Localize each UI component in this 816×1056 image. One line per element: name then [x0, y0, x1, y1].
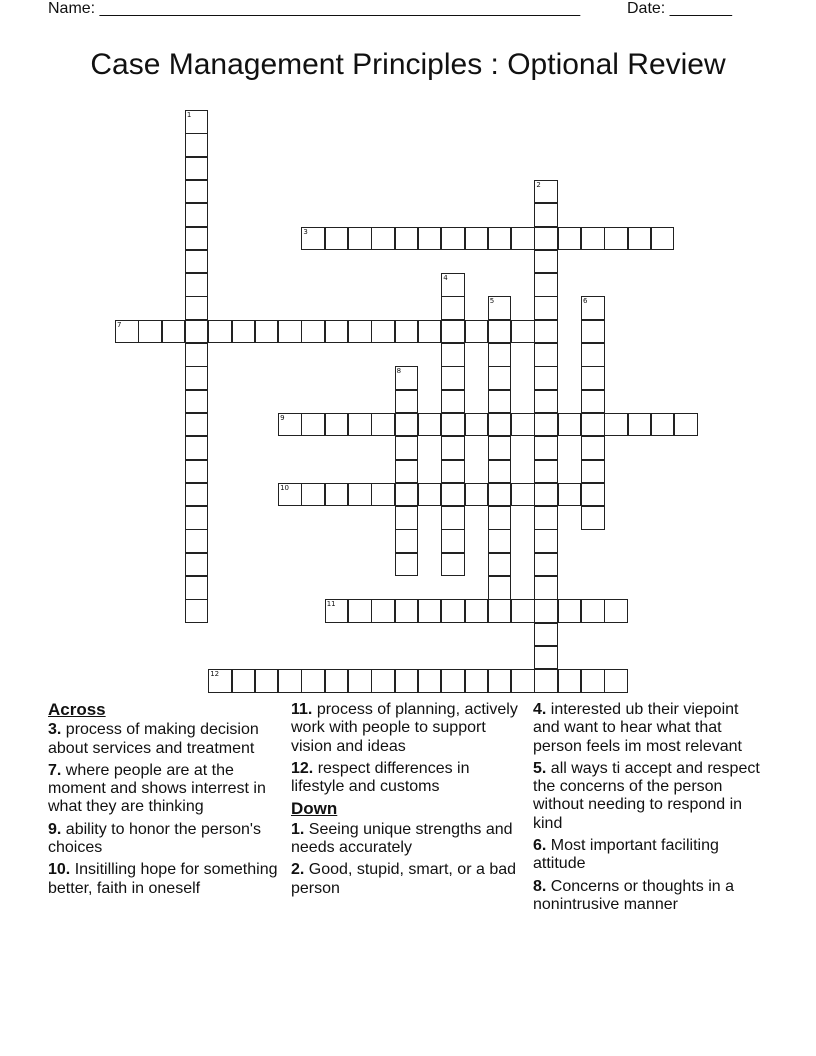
crossword-cell[interactable]	[325, 669, 349, 693]
crossword-cell[interactable]	[418, 227, 442, 251]
crossword-cell[interactable]	[604, 669, 628, 693]
crossword-cell[interactable]	[465, 227, 489, 251]
crossword-cell[interactable]	[488, 506, 512, 530]
crossword-cell[interactable]	[301, 227, 325, 251]
clue-across-11: 11. process of planning, actively work with people to support vision and ideas	[291, 701, 518, 755]
crossword-cell[interactable]	[534, 180, 558, 204]
crossword-cell[interactable]	[534, 390, 558, 414]
crossword-cell[interactable]	[185, 599, 209, 623]
crossword-cell[interactable]	[185, 506, 209, 530]
crossword-cell[interactable]	[651, 227, 675, 251]
crossword-cell[interactable]	[185, 227, 209, 251]
clue-down-2: 2. Good, stupid, smart, or a bad person	[291, 861, 517, 897]
crossword-cell[interactable]	[441, 413, 465, 437]
crossword-cell[interactable]	[395, 506, 419, 530]
crossword-cell[interactable]	[534, 203, 558, 227]
crossword-cell[interactable]	[488, 460, 512, 484]
crossword-cell[interactable]	[534, 553, 558, 577]
crossword-cell[interactable]	[511, 599, 535, 623]
crossword-cell[interactable]	[488, 599, 512, 623]
clue-down-8: 8. Concerns or thoughts in a nonintrusive manner	[533, 877, 735, 913]
crossword-cell[interactable]	[441, 506, 465, 530]
crossword-cell[interactable]	[441, 460, 465, 484]
down-heading: Down	[291, 799, 338, 819]
crossword-cell[interactable]	[255, 320, 279, 344]
crossword-cell[interactable]	[441, 436, 465, 460]
clue-number: 4	[443, 274, 448, 283]
clue-number: 12	[210, 670, 220, 679]
crossword-cell[interactable]	[534, 436, 558, 460]
crossword-cell[interactable]	[441, 366, 465, 390]
crossword-cell[interactable]	[278, 320, 302, 344]
crossword-cell[interactable]	[534, 599, 558, 623]
crossword-cell[interactable]	[255, 669, 279, 693]
crossword-cell[interactable]	[162, 320, 186, 344]
crossword-cell[interactable]	[301, 413, 325, 437]
crossword-cell[interactable]	[185, 133, 209, 157]
clue-column-2	[291, 701, 526, 902]
crossword-cell[interactable]	[558, 669, 582, 693]
crossword-cell[interactable]	[185, 460, 209, 484]
clue-down-4: 4. interested ub their viepoint and want to hear what that person feels im most relevant	[533, 701, 742, 755]
crossword-cell[interactable]	[488, 483, 512, 507]
crossword-cell[interactable]	[325, 227, 349, 251]
crossword-cell[interactable]	[511, 413, 535, 437]
crossword-cell[interactable]	[441, 553, 465, 577]
crossword-cell[interactable]	[581, 320, 605, 344]
clue-column-3	[533, 701, 768, 918]
crossword-cell[interactable]	[534, 529, 558, 553]
crossword-cell[interactable]	[418, 320, 442, 344]
crossword-cell[interactable]	[441, 296, 465, 320]
crossword-cell[interactable]	[395, 320, 419, 344]
crossword-cell[interactable]	[371, 599, 395, 623]
crossword-cell[interactable]	[395, 227, 419, 251]
crossword-cell[interactable]	[604, 413, 628, 437]
crossword-cell[interactable]	[395, 483, 419, 507]
crossword-cell[interactable]	[581, 366, 605, 390]
crossword-cell[interactable]	[534, 506, 558, 530]
crossword-cell[interactable]	[581, 460, 605, 484]
crossword-cell[interactable]	[488, 390, 512, 414]
crossword-cell[interactable]	[185, 273, 209, 297]
crossword-cell[interactable]	[371, 413, 395, 437]
crossword-cell[interactable]	[208, 669, 232, 693]
crossword-cell[interactable]	[628, 227, 652, 251]
clue-number: 6	[583, 297, 588, 306]
clue-number: 2	[536, 180, 541, 189]
crossword-cell[interactable]	[628, 413, 652, 437]
crossword-cell[interactable]	[581, 413, 605, 437]
crossword-cell[interactable]	[185, 553, 209, 577]
page-title: Case Management Principles : Optional Review	[90, 48, 726, 81]
crossword-cell[interactable]	[371, 669, 395, 693]
crossword-cell[interactable]	[534, 413, 558, 437]
crossword-cell[interactable]	[185, 110, 209, 134]
crossword-cell[interactable]	[278, 483, 302, 507]
crossword-cell[interactable]	[348, 483, 372, 507]
clue-down-1: 1. Seeing unique strengths and needs accurately	[291, 820, 513, 857]
crossword-cell[interactable]	[185, 483, 209, 507]
crossword-cell[interactable]	[488, 343, 512, 367]
crossword-cell[interactable]	[348, 599, 372, 623]
crossword-cell[interactable]	[465, 320, 489, 344]
crossword-cell[interactable]	[232, 320, 256, 344]
crossword-cell[interactable]	[185, 343, 209, 367]
crossword-cell[interactable]	[395, 599, 419, 623]
crossword-cell[interactable]	[558, 483, 582, 507]
crossword-cell[interactable]	[395, 529, 419, 553]
crossword-cell[interactable]	[441, 343, 465, 367]
clue-number: 3	[303, 227, 308, 236]
crossword-cell[interactable]	[534, 273, 558, 297]
crossword-cell[interactable]	[581, 669, 605, 693]
crossword-cell[interactable]	[418, 599, 442, 623]
crossword-cell[interactable]	[558, 413, 582, 437]
crossword-cell[interactable]	[488, 669, 512, 693]
crossword-cell[interactable]	[651, 413, 675, 437]
crossword-cell[interactable]	[185, 366, 209, 390]
crossword-cell[interactable]	[534, 483, 558, 507]
crossword-cell[interactable]	[441, 390, 465, 414]
crossword-cell[interactable]	[534, 227, 558, 251]
crossword-cell[interactable]	[558, 227, 582, 251]
crossword-cell[interactable]	[348, 669, 372, 693]
clue-number: 10	[280, 483, 290, 492]
crossword-cell[interactable]	[534, 366, 558, 390]
crossword-cell[interactable]	[604, 227, 628, 251]
crossword-cell[interactable]	[511, 320, 535, 344]
crossword-cell[interactable]	[395, 460, 419, 484]
clue-column-1	[48, 701, 283, 902]
clue-across-7: 7. where people are at the moment and shows interrest in what they are thinking	[48, 761, 266, 816]
clue-number: 9	[280, 413, 285, 422]
crossword-cell[interactable]	[465, 413, 489, 437]
crossword-cell[interactable]	[534, 343, 558, 367]
crossword-cell[interactable]	[534, 669, 558, 693]
crossword-cell[interactable]	[581, 506, 605, 530]
date-label: Date:	[627, 0, 666, 17]
clue-across-9: 9. ability to honor the person's choices	[48, 820, 261, 857]
crossword-cell[interactable]	[534, 460, 558, 484]
crossword-cell[interactable]	[441, 669, 465, 693]
crossword-cell[interactable]	[488, 413, 512, 437]
crossword-cell[interactable]	[301, 320, 325, 344]
crossword-cell[interactable]	[441, 483, 465, 507]
crossword-cell[interactable]	[441, 599, 465, 623]
crossword-cell[interactable]	[325, 320, 349, 344]
crossword-cell[interactable]	[185, 250, 209, 274]
crossword-cell[interactable]	[208, 320, 232, 344]
clue-down-6: 6. Most important faciliting attitude	[533, 837, 719, 873]
crossword-cell[interactable]	[581, 296, 605, 320]
crossword-cell[interactable]	[371, 320, 395, 344]
crossword-cell[interactable]	[395, 436, 419, 460]
crossword-cell[interactable]	[441, 273, 465, 297]
crossword-cell[interactable]	[232, 669, 256, 693]
crossword-cell[interactable]	[418, 669, 442, 693]
crossword-cell[interactable]	[581, 483, 605, 507]
clue-number: 7	[117, 320, 122, 329]
crossword-cell[interactable]	[395, 553, 419, 577]
date-blank[interactable]: _______	[669, 0, 732, 17]
crossword-cell[interactable]	[185, 203, 209, 227]
crossword-cell[interactable]	[488, 576, 512, 600]
crossword-cell[interactable]	[185, 529, 209, 553]
crossword-cell[interactable]	[534, 296, 558, 320]
crossword-cell[interactable]	[581, 599, 605, 623]
crossword-cell[interactable]	[581, 343, 605, 367]
crossword-cell[interactable]	[185, 296, 209, 320]
crossword-cell[interactable]	[395, 413, 419, 437]
crossword-cell[interactable]	[115, 320, 139, 344]
crossword-cell[interactable]	[488, 320, 512, 344]
crossword-cell[interactable]	[581, 436, 605, 460]
crossword-cell[interactable]	[185, 576, 209, 600]
crossword-cell[interactable]	[278, 413, 302, 437]
crossword-cell[interactable]	[465, 669, 489, 693]
crossword-cell[interactable]	[301, 483, 325, 507]
crossword-cell[interactable]	[534, 320, 558, 344]
crossword-cell[interactable]	[185, 320, 209, 344]
crossword-cell[interactable]	[465, 599, 489, 623]
crossword-cell[interactable]	[488, 436, 512, 460]
crossword-cell[interactable]	[371, 483, 395, 507]
crossword-cell[interactable]	[371, 227, 395, 251]
crossword-cell[interactable]	[581, 390, 605, 414]
crossword-cell[interactable]	[418, 483, 442, 507]
crossword-cell[interactable]	[138, 320, 162, 344]
crossword-cell[interactable]	[325, 413, 349, 437]
crossword-cell[interactable]	[581, 227, 605, 251]
crossword-cell[interactable]	[395, 366, 419, 390]
clue-number: 1	[186, 111, 192, 119]
crossword-cell[interactable]	[301, 669, 325, 693]
crossword-cell[interactable]	[488, 296, 512, 320]
crossword-cell[interactable]	[325, 483, 349, 507]
crossword-cell[interactable]	[395, 390, 419, 414]
name-blank[interactable]: ______________________________________________________	[99, 0, 581, 17]
clue-number: 11	[326, 600, 336, 609]
crossword-cell[interactable]	[558, 599, 582, 623]
crossword-cell[interactable]	[348, 227, 372, 251]
across-heading: Across	[48, 700, 106, 719]
name-label: Name:	[48, 0, 96, 17]
crossword-cell[interactable]	[488, 529, 512, 553]
clue-number: 8	[396, 367, 402, 376]
crossword-cell[interactable]	[185, 157, 209, 181]
crossword-cell[interactable]	[534, 623, 558, 647]
crossword-cell[interactable]	[534, 576, 558, 600]
crossword-cell[interactable]	[278, 669, 302, 693]
crossword-cell[interactable]	[441, 529, 465, 553]
crossword-cell[interactable]	[674, 413, 698, 437]
crossword-cell[interactable]	[534, 250, 558, 274]
crossword-cell[interactable]	[348, 413, 372, 437]
clue-across-12: 12. respect differences in lifestyle and customs	[291, 759, 470, 796]
clue-across-3: 3. process of making decision about services and treatment	[48, 721, 259, 757]
clue-number: 5	[489, 297, 495, 306]
crossword-cell[interactable]	[511, 483, 535, 507]
clue-across-10: 10. Insitilling hope for something better, faith in oneself	[48, 861, 278, 897]
crossword-cell[interactable]	[604, 599, 628, 623]
crossword-cell[interactable]	[465, 483, 489, 507]
crossword-cell[interactable]	[185, 390, 209, 414]
crossword-cell[interactable]	[488, 553, 512, 577]
crossword-cell[interactable]	[441, 227, 465, 251]
crossword-cell[interactable]	[511, 669, 535, 693]
crossword-cell[interactable]	[185, 413, 209, 437]
crossword-cell[interactable]	[488, 366, 512, 390]
crossword-cell[interactable]	[185, 436, 209, 460]
crossword-cell[interactable]	[534, 646, 558, 670]
crossword-cell[interactable]	[488, 227, 512, 251]
clue-down-5: 5. all ways ti accept and respect the concerns of the person without needing to respond in kind	[533, 759, 760, 832]
crossword-cell[interactable]	[185, 180, 209, 204]
crossword-cell[interactable]	[418, 413, 442, 437]
crossword-cell[interactable]	[395, 669, 419, 693]
crossword-cell[interactable]	[325, 599, 349, 623]
crossword-cell[interactable]	[511, 227, 535, 251]
crossword-cell[interactable]	[441, 320, 465, 344]
crossword-cell[interactable]	[348, 320, 372, 344]
